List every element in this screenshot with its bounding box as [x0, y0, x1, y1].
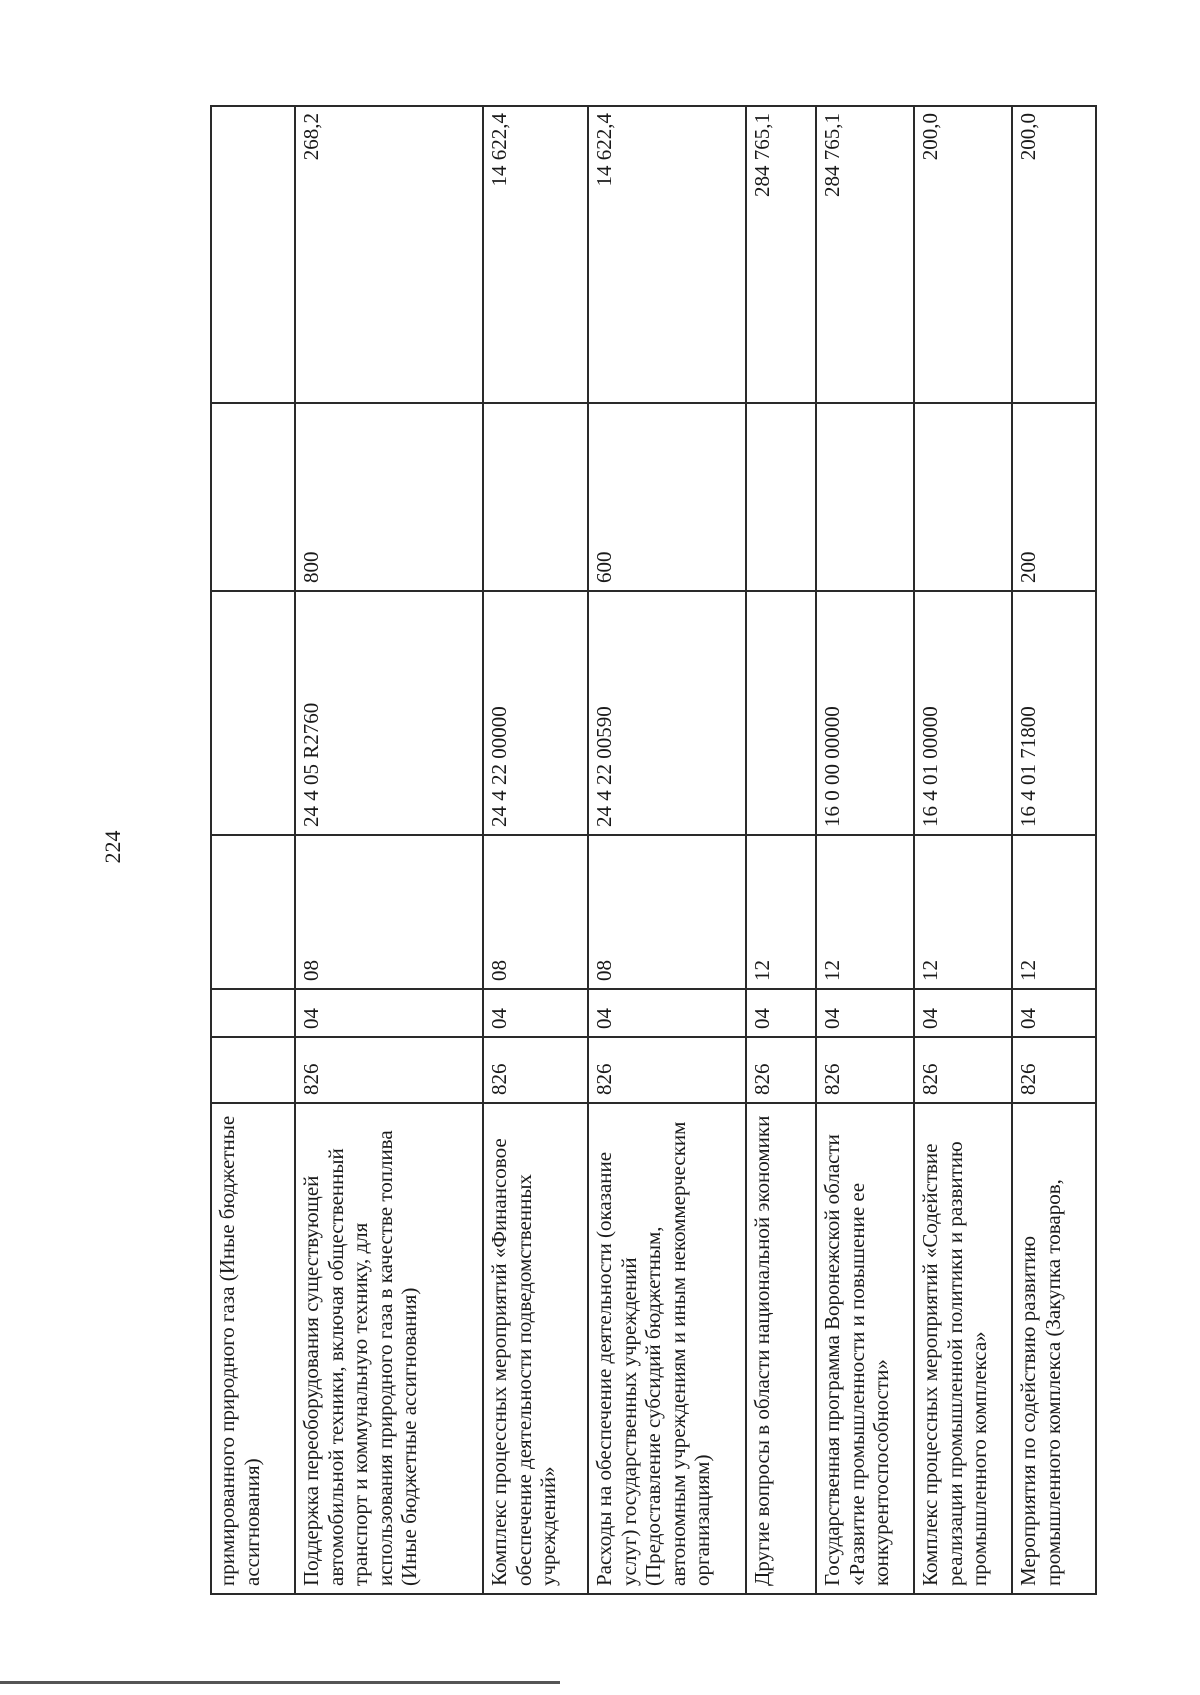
cell-gr: 826: [295, 1037, 483, 1103]
cell-vr: 600: [588, 403, 746, 591]
cell-amount: 268,2: [295, 106, 483, 403]
cell-gr: [211, 1037, 295, 1103]
table-row: [588, 106, 746, 1594]
table-row: [914, 106, 1012, 1594]
cell-name: Комплекс процессных мероприятий «Содействие реализации промышленной политики и развитию промышленного комплекса»: [914, 1103, 1012, 1594]
cell-amount: 200,0: [1012, 106, 1096, 403]
cell-pr: 08: [483, 835, 588, 989]
cell-rz: 04: [816, 989, 914, 1037]
cell-rz: 04: [588, 989, 746, 1037]
cell-csr: 24 4 22 00590: [588, 591, 746, 835]
budget-table: [210, 105, 1097, 1595]
budget-table-body: [211, 106, 1096, 1594]
cell-vr: [211, 403, 295, 591]
page-number: 224: [100, 830, 125, 864]
cell-amount: 14 622,4: [588, 106, 746, 403]
table-rotated-frame: [210, 107, 1095, 1595]
cell-gr: 826: [1012, 1037, 1096, 1103]
cell-name: примированного природного газа (Иные бюджетные ассигнования): [211, 1103, 295, 1594]
cell-csr: 24 4 22 00000: [483, 591, 588, 835]
cell-vr: 200: [1012, 403, 1096, 591]
cell-vr: 800: [295, 403, 483, 591]
cell-amount: 284 765,1: [746, 106, 816, 403]
table-row: [483, 106, 588, 1594]
cell-gr: 826: [816, 1037, 914, 1103]
cell-rz: [211, 989, 295, 1037]
cell-gr: 826: [588, 1037, 746, 1103]
cell-amount: 284 765,1: [816, 106, 914, 403]
cell-name: Комплекс процессных мероприятий «Финансовое обеспечение деятельности подведомственных учреждений»: [483, 1103, 588, 1594]
cell-csr: [746, 591, 816, 835]
table-row: [816, 106, 914, 1594]
cell-amount: [211, 106, 295, 403]
cell-name: Государственная программа Воронежской области «Развитие промышленности и повышение ее конкурентоспособности»: [816, 1103, 914, 1594]
cell-pr: 12: [746, 835, 816, 989]
cell-name: Другие вопросы в области национальной экономики: [746, 1103, 816, 1594]
cell-name: Мероприятия по содействию развитию промышленного комплекса (Закупка товаров,: [1012, 1103, 1096, 1594]
cell-pr: 12: [914, 835, 1012, 989]
cell-vr: [914, 403, 1012, 591]
table-rotation-wrapper: [210, 107, 1095, 1595]
cell-rz: 04: [483, 989, 588, 1037]
cell-vr: [746, 403, 816, 591]
cell-csr: 16 4 01 71800: [1012, 591, 1096, 835]
cell-vr: [483, 403, 588, 591]
cell-amount: 200,0: [914, 106, 1012, 403]
bottom-edge-line: [0, 1681, 560, 1684]
cell-rz: 04: [295, 989, 483, 1037]
cell-pr: 08: [588, 835, 746, 989]
cell-rz: 04: [914, 989, 1012, 1037]
cell-gr: 826: [746, 1037, 816, 1103]
cell-vr: [816, 403, 914, 591]
cell-pr: 08: [295, 835, 483, 989]
cell-gr: 826: [483, 1037, 588, 1103]
cell-pr: [211, 835, 295, 989]
cell-rz: 04: [1012, 989, 1096, 1037]
cell-csr: 24 4 05 R2760: [295, 591, 483, 835]
cell-pr: 12: [816, 835, 914, 989]
table-row: [295, 106, 483, 1594]
cell-csr: [211, 591, 295, 835]
cell-rz: 04: [746, 989, 816, 1037]
cell-name: Расходы на обеспечение деятельности (оказание услуг) государственных учреждений (Предоставление субсидий бюджетным, автономным учреждениям и иным некоммерческим организациям): [588, 1103, 746, 1594]
cell-csr: 16 4 01 00000: [914, 591, 1012, 835]
table-row: [211, 106, 295, 1594]
cell-gr: 826: [914, 1037, 1012, 1103]
cell-pr: 12: [1012, 835, 1096, 989]
cell-csr: 16 0 00 00000: [816, 591, 914, 835]
table-row: [1012, 106, 1096, 1594]
cell-amount: 14 622,4: [483, 106, 588, 403]
table-row: [746, 106, 816, 1594]
cell-name: Поддержка переоборудования существующей автомобильной техники, включая общественный транспорт и коммунальную технику, для использования природного газа в качестве топлива (Иные бюджетные ассигнования): [295, 1103, 483, 1594]
